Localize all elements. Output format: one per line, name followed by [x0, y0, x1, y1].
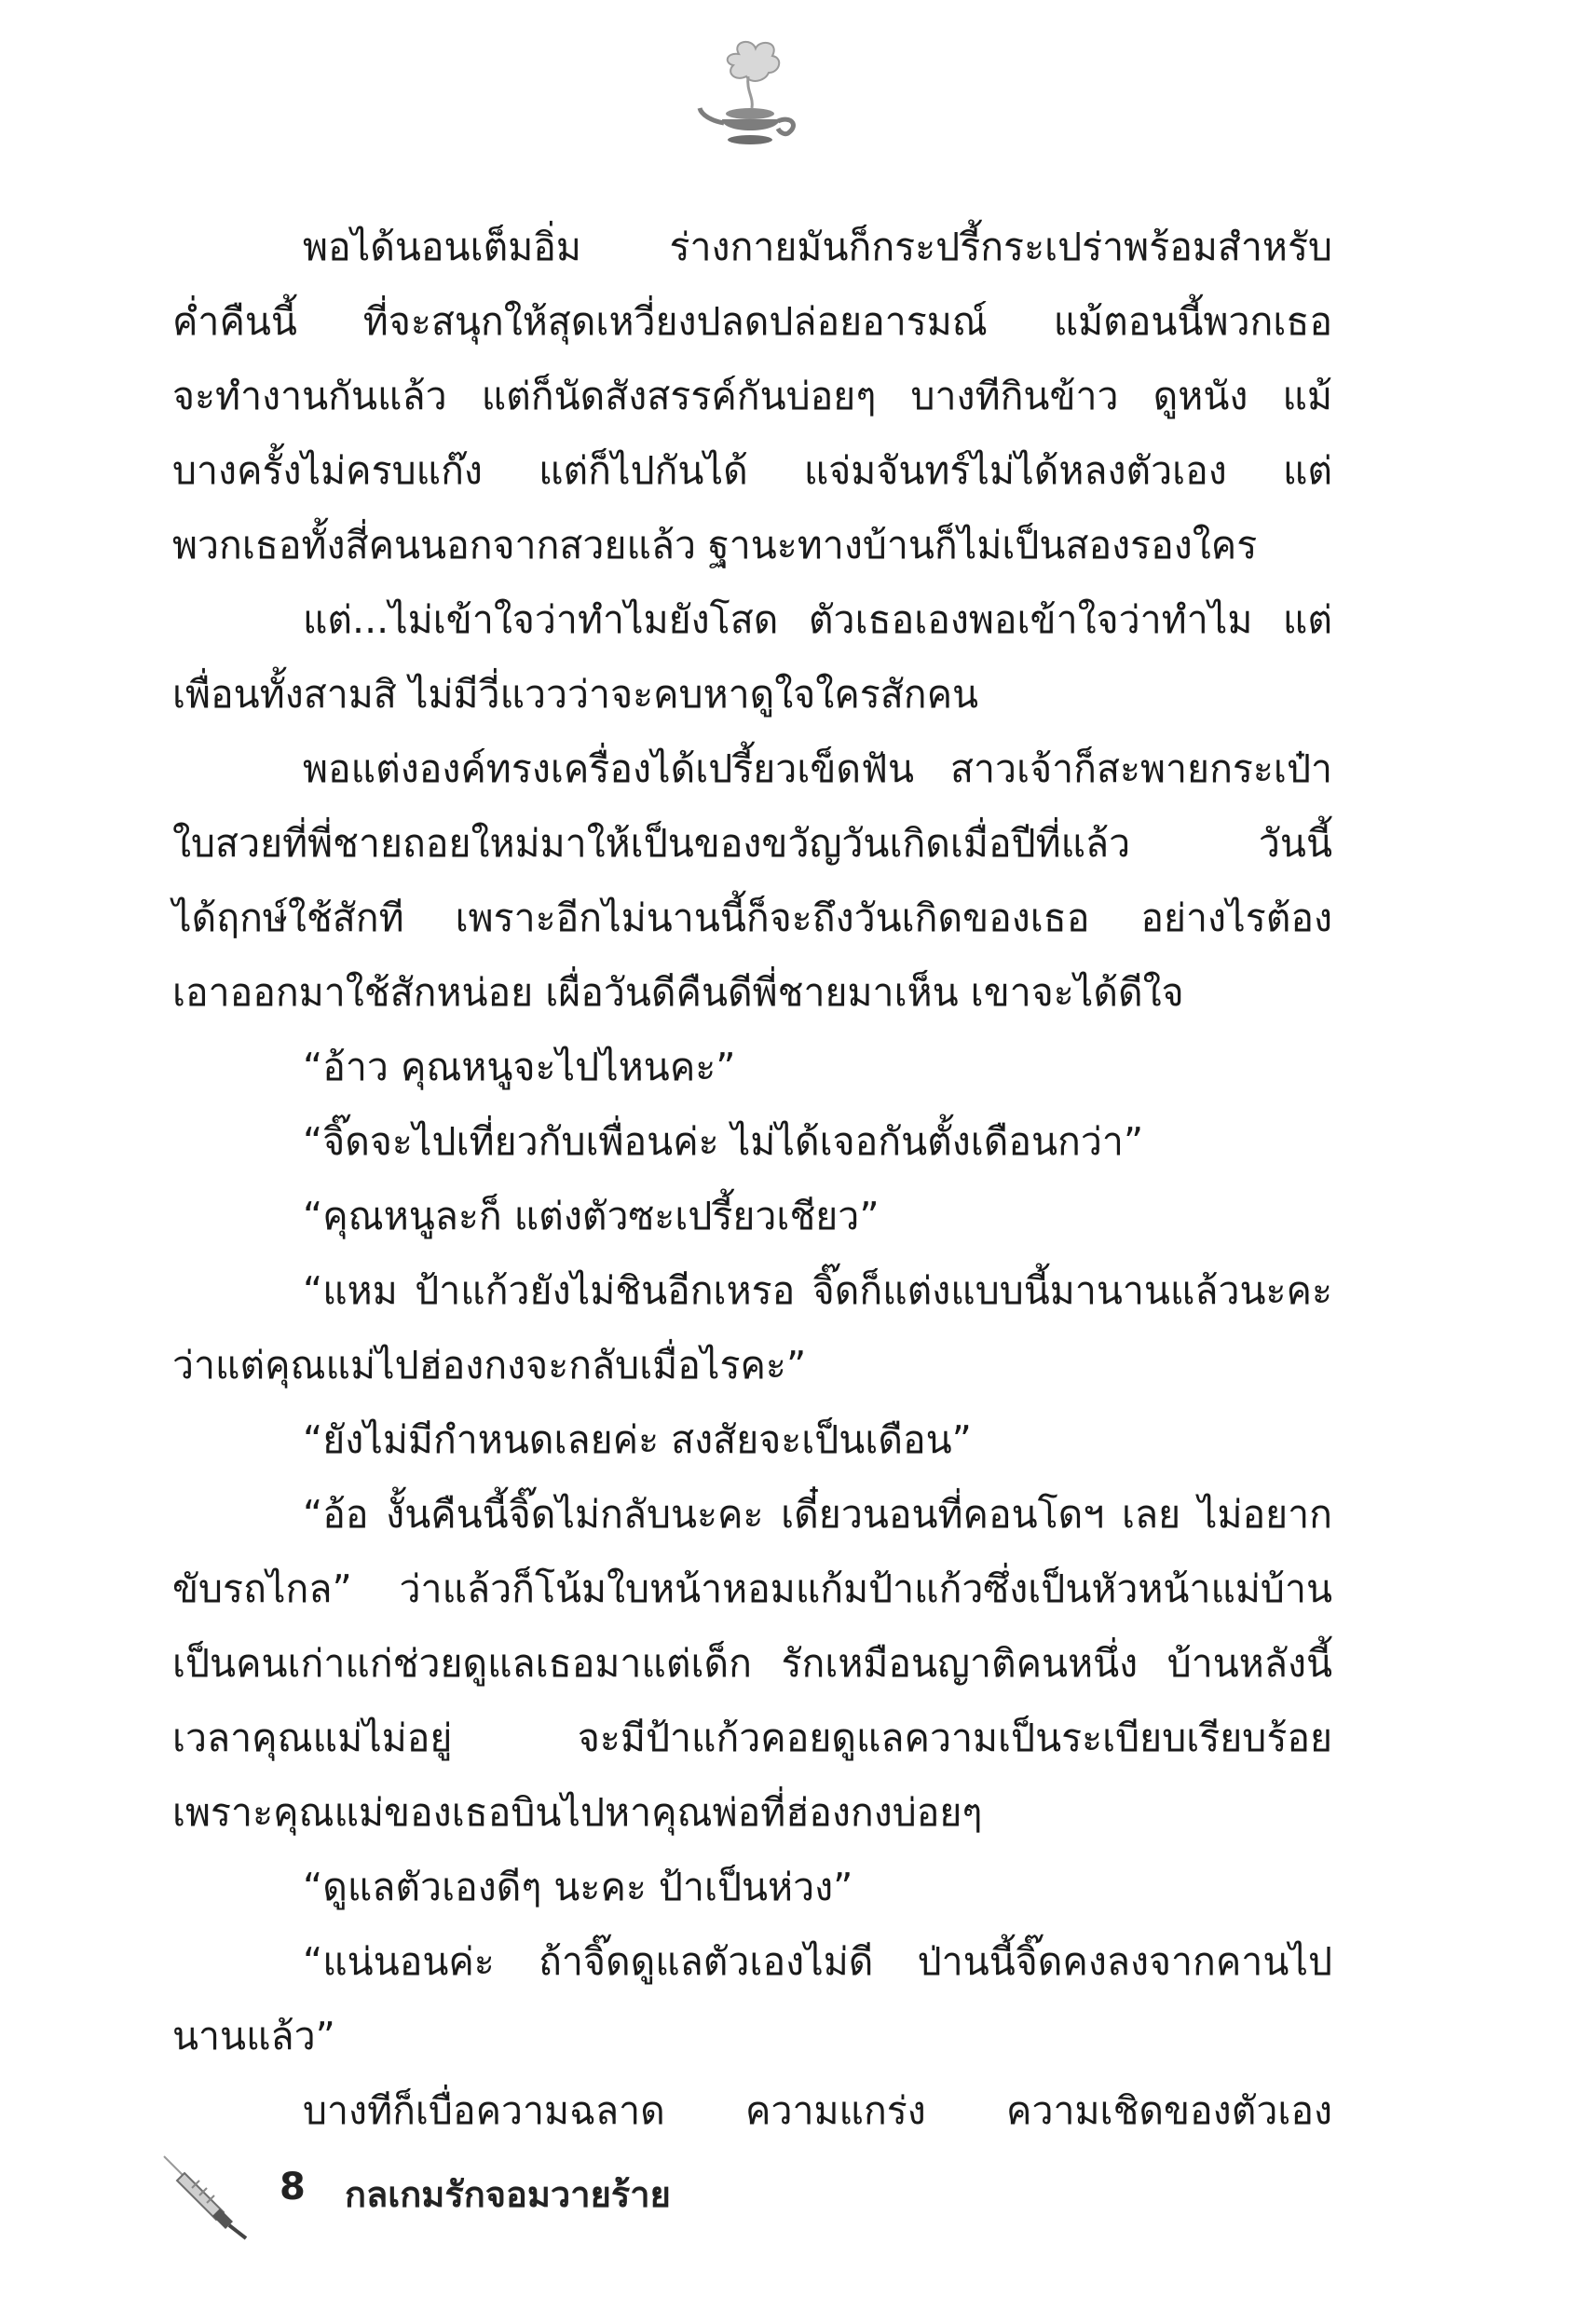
text-line: พอได้นอนเต็มอิ่ม ร่างกายมันก็กระปรี้กระเปร่าพร้อมสำหรับ — [303, 225, 1332, 269]
text-line: “ยังไม่มีกำหนดเลยค่ะ สงสัยจะเป็นเดือน” — [303, 1417, 972, 1462]
text-line: บางทีก็เบื่อความฉลาด ความแกร่ง ความเชิดของตัวเอง — [303, 2088, 1332, 2133]
text-line: “แน่นอนค่ะ ถ้าจิ๊ดดูแลตัวเองไม่ดี ป่านนี้จิ๊ดคงลงจากคานไป — [303, 1939, 1332, 1984]
text-line: เวลาคุณแม่ไม่อยู่ จะมีป้าแก้วคอยดูแลความเป็นระเบียบเรียบร้อย — [172, 1716, 1332, 1760]
text-line: นานแล้ว” — [172, 2014, 335, 2058]
text-line: พวกเธอทั้งสี่คนนอกจากสวยแล้ว ฐานะทางบ้านก็ไม่เป็นสองรองใคร — [172, 523, 1258, 567]
text-line: ค่ำคืนนี้ ที่จะสนุกให้สุดเหวี่ยงปลดปล่อยอารมณ์ แม้ตอนนี้พวกเธอ — [172, 299, 1332, 344]
text-line: แต่...ไม่เข้าใจว่าทำไมยังโสด ตัวเธอเองพอเข้าใจว่าทำไม แต่ — [303, 597, 1332, 642]
text-line: “คุณหนูละก็ แต่งตัวซะเปรี้ยวเชียว” — [303, 1194, 880, 1238]
page-number: 8 — [280, 2166, 306, 2208]
text-line: “อ้าว คุณหนูจะไปไหนคะ” — [303, 1045, 736, 1089]
page-footer — [149, 2153, 801, 2236]
text-line: บางครั้งไม่ครบแก๊ง แต่ก็ไปกันได้ แจ่มจันทร์ไม่ได้หลงตัวเอง แต่ — [172, 448, 1332, 493]
text-line: ขับรถไกล” ว่าแล้วก็โน้มใบหน้าหอมแก้มป้าแก้วซึ่งเป็นหัวหน้าแม่บ้าน — [172, 1566, 1332, 1611]
text-line: ว่าแต่คุณแม่ไปฮ่องกงจะกลับเมื่อไรคะ” — [172, 1343, 807, 1388]
text-line: จะทำงานกันแล้ว แต่ก็นัดสังสรรค์กันบ่อยๆ บางทีกินข้าว ดูหนัง แม้ — [172, 374, 1332, 418]
syringe-icon — [158, 2153, 252, 2241]
book-title: กลเกมรักจอมวายร้าย — [345, 2174, 671, 2215]
text-line: ได้ฤกษ์ใช้สักที เพราะอีกไม่นานนี้ก็จะถึงวันเกิดของเธอ อย่างไรต้อง — [172, 896, 1332, 940]
text-line: “จิ๊ดจะไปเที่ยวกับเพื่อนค่ะ ไม่ได้เจอกันตั้งเดือนกว่า” — [303, 1119, 1144, 1164]
text-line: “อ้อ งั้นคืนนี้จิ๊ดไม่กลับนะคะ เดี๋ยวนอนที่คอนโดฯ เลย ไม่อยาก — [303, 1492, 1332, 1537]
page-body — [172, 210, 1332, 2148]
text-line: เพราะคุณแม่ของเธอบินไปหาคุณพ่อที่ฮ่องกงบ่อยๆ — [172, 1790, 983, 1835]
text-line: “แหม ป้าแก้วยังไม่ชินอีกเหรอ จิ๊ดก็แต่งแบบนี้มานานแล้วนะคะ — [303, 1268, 1332, 1313]
text-line: ใบสวยที่พี่ชายถอยใหม่มาให้เป็นของขวัญวันเกิดเมื่อปีที่แล้ว วันนี้ — [172, 821, 1332, 866]
text-line: “ดูแลตัวเองดีๆ นะคะ ป้าเป็นห่วง” — [303, 1865, 853, 1909]
text-line: เอาออกมาใช้สักหน่อย เผื่อวันดีคืนดีพี่ชายมาเห็น เขาจะได้ดีใจ — [172, 970, 1184, 1015]
text-line: พอแต่งองค์ทรงเครื่องได้เปรี้ยวเข็ดฟัน สาวเจ้าก็สะพายกระเป๋า — [303, 746, 1332, 791]
genie-lamp-icon — [694, 35, 806, 157]
text-line: เป็นคนเก่าแก่ช่วยดูแลเธอมาแต่เด็ก รักเหมือนญาติคนหนึ่ง บ้านหลังนี้ — [172, 1641, 1332, 1686]
text-line: เพื่อนทั้งสามสิ ไม่มีวี่แววว่าจะคบหาดูใจใครสักคน — [172, 672, 979, 717]
